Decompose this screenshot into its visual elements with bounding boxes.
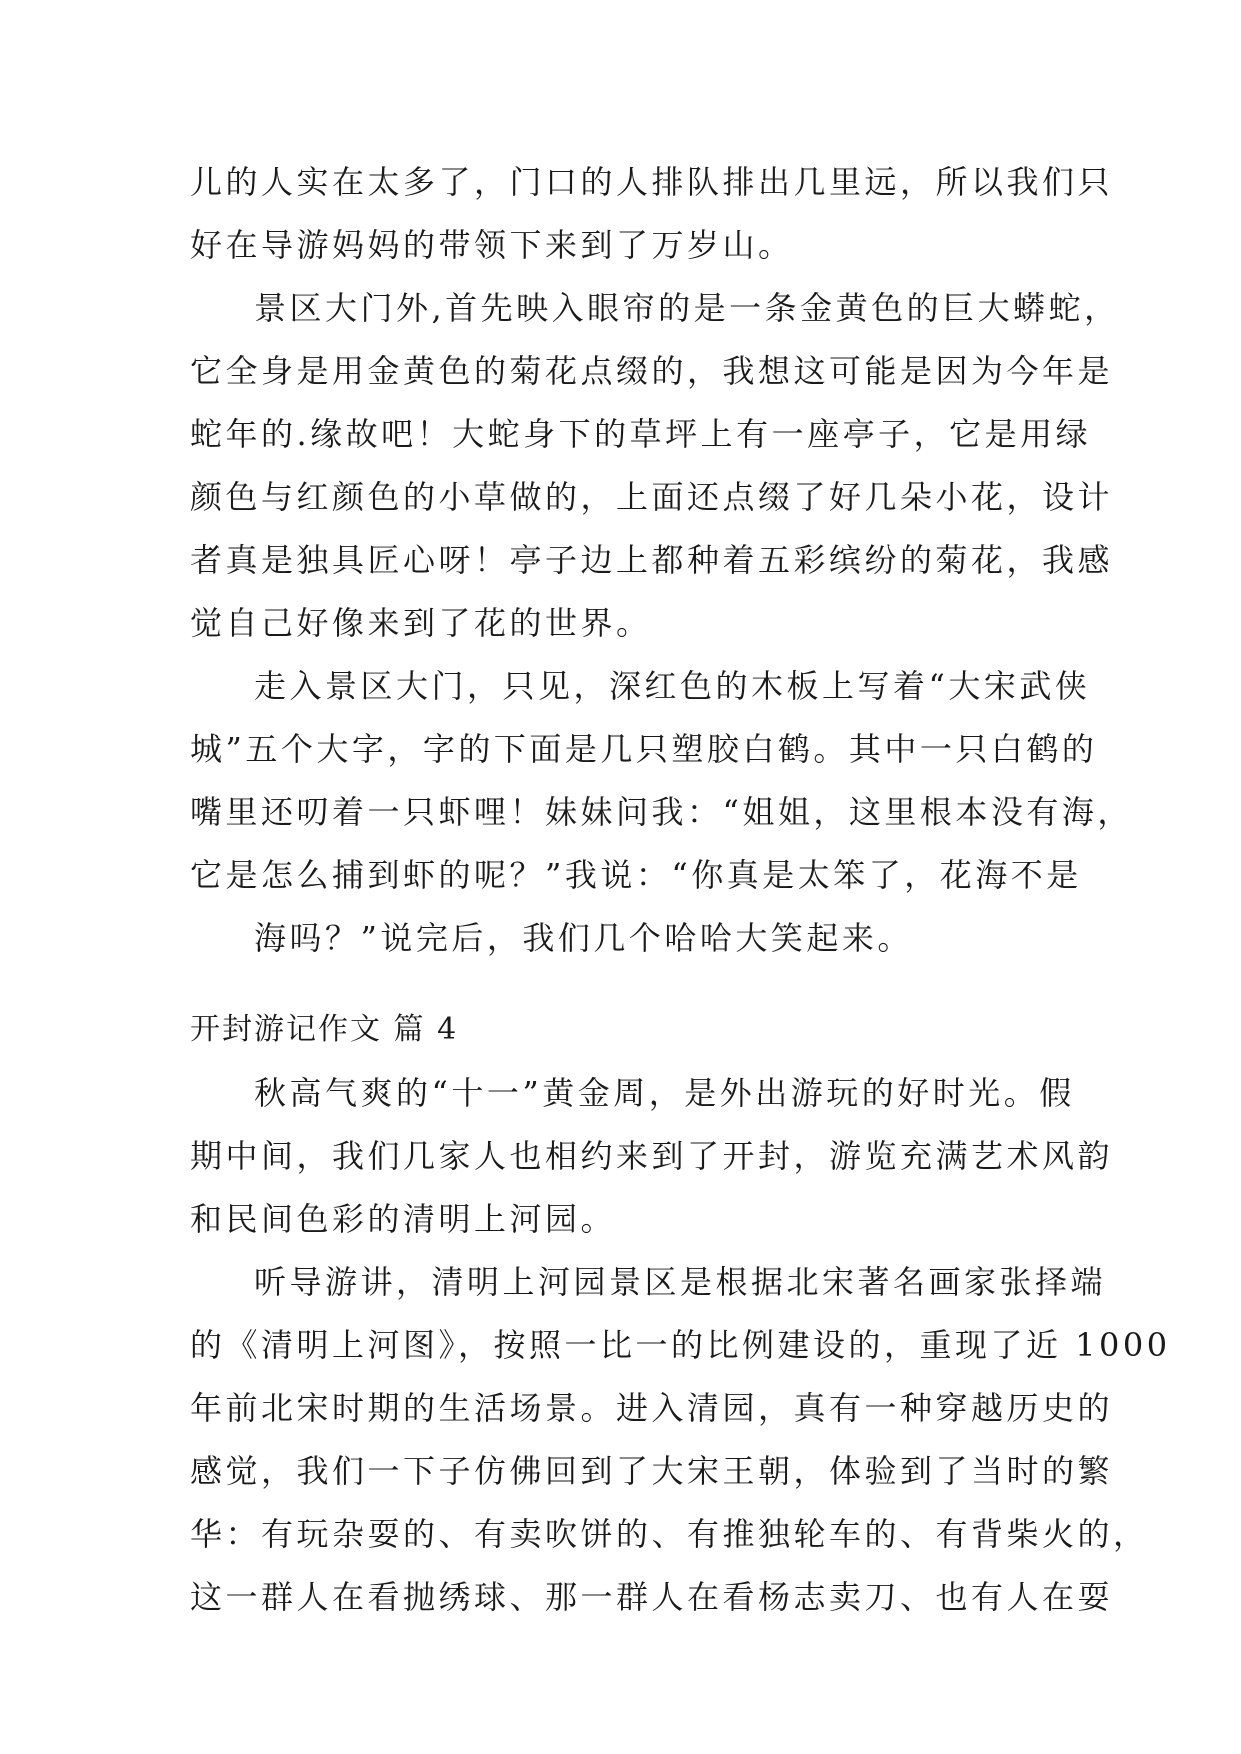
text-line: 感觉，我们一下子仿佛回到了大宋王朝，体验到了当时的繁 — [190, 1452, 1114, 1490]
text-line: 蛇年的.缘故吧！大蛇身下的草坪上有一座亭子，它是用绿 — [190, 415, 1092, 453]
text-line: 这一群人在看抛绣球、那一群人在看杨志卖刀、也有人在耍 — [190, 1578, 1114, 1616]
text-line: 走入景区大门，只见，深红色的木板上写着“大宋武侠 — [254, 667, 1091, 705]
text-line: 秋高气爽的“十一”黄金周，是外出游玩的好时光。假 — [254, 1074, 1075, 1112]
text-line: 期中间，我们几家人也相约来到了开封，游览充满艺术风韵 — [190, 1137, 1114, 1175]
text-line: 华：有玩杂耍的、有卖吹饼的、有推独轮车的、有背柴火的， — [190, 1515, 1149, 1553]
text-line: 者真是独具匠心呀！亭子边上都种着五彩缤纷的菊花，我感 — [190, 541, 1114, 579]
text-line: 颜色与红颜色的小草做的，上面还点缀了好几朵小花，设计 — [190, 478, 1114, 516]
text-line: 它是怎么捕到虾的呢？”我说：“你真是太笨了，花海不是 — [190, 856, 1082, 894]
text-line: 城”五个大字，字的下面是几只塑胶白鹤。其中一只白鹤的 — [190, 730, 1098, 768]
text-line: 好在导游妈妈的带领下来到了万岁山。 — [190, 226, 794, 264]
text-line: 嘴里还叨着一只虾哩！妹妹问我：“姐姐，这里根本没有海， — [190, 793, 1133, 831]
text-line: 它全身是用金黄色的菊花点缀的，我想这可能是因为今年是 — [190, 352, 1114, 390]
text-line: 觉自己好像来到了花的世界。 — [190, 604, 652, 642]
text-line: 听导游讲，清明上河园景区是根据北宋著名画家张择端 — [254, 1263, 1107, 1301]
text-line: 和民间色彩的清明上河园。 — [190, 1200, 617, 1238]
text-line: 的《清明上河图》，按照一比一的比例建设的，重现了近 1000 — [190, 1326, 1171, 1364]
text-line: 儿的人实在太多了，门口的人排队排出几里远，所以我们只 — [190, 163, 1114, 201]
text-line: 景区大门外,首先映入眼帘的是一条金黄色的巨大蟒蛇， — [254, 289, 1120, 327]
text-line: 年前北宋时期的生活场景。进入清园，真有一种穿越历史的 — [190, 1389, 1114, 1427]
section-title: 开封游记作文 篇 4 — [190, 1012, 459, 1047]
text-line: 海吗？”说完后，我们几个哈哈大笑起来。 — [254, 919, 913, 957]
